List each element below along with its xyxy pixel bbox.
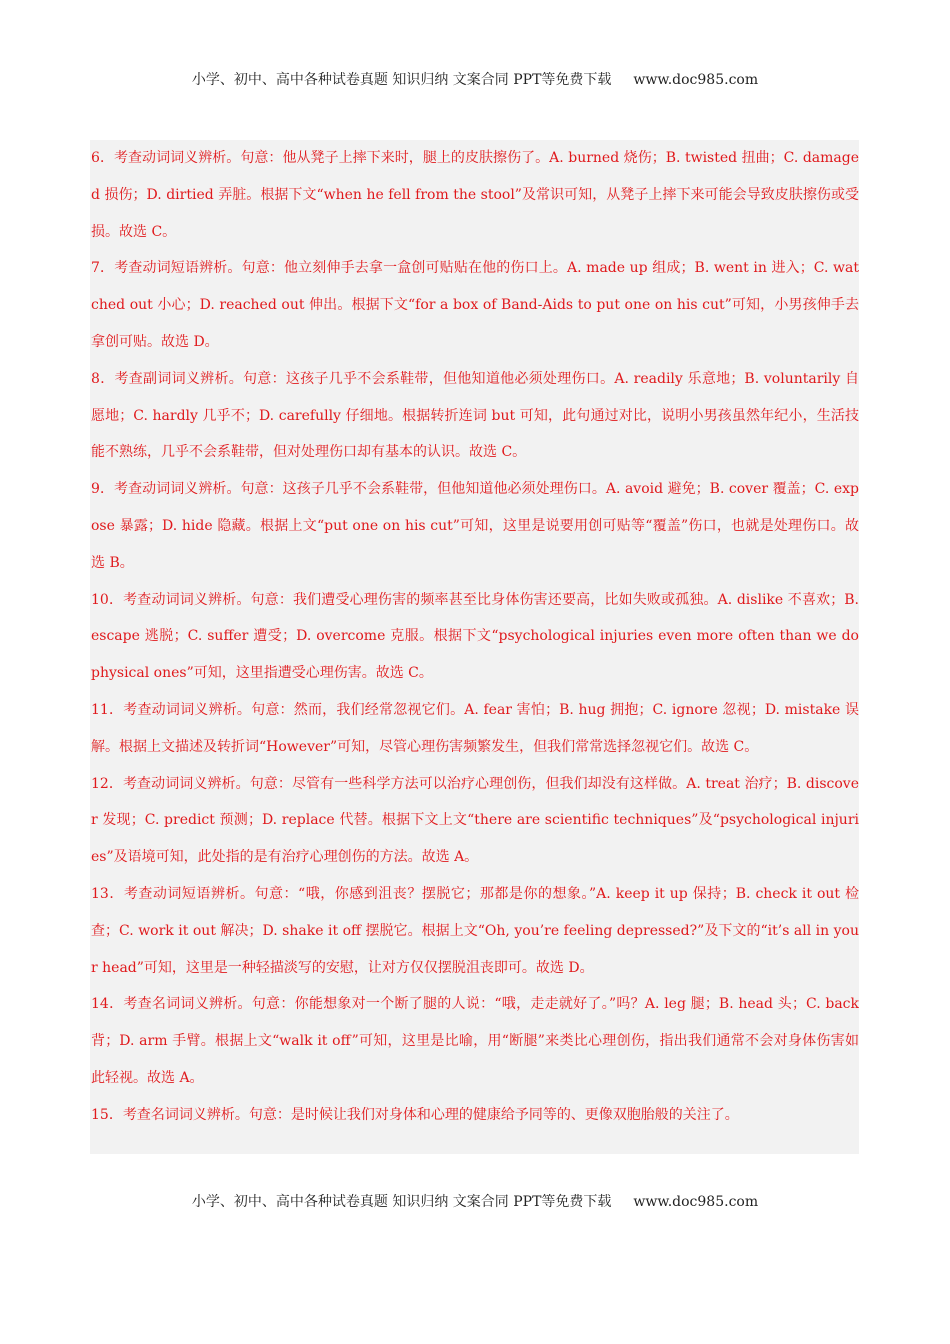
page-footer [0,1191,950,1211]
answer-item-15: 15．考查名词词义辨析。句意：是时候让我们对身体和心理的健康给予同等的、更像双胞胎般的关注了。 [91,1106,739,1123]
answer-item-10: 10．考查动词词义辨析。句意：我们遭受心理伤害的频率甚至比身体伤害还要高，比如失败或孤独。A. dislike 不喜欢；B. escape 逃脱；C. suffer 遭受；D. overcome 克服。根据下文“psychological injuries even more often than we do physical ones”可知，这里指遭受心理伤害。故选 C。 [91,591,859,682]
answer-item-6: 6．考查动词词义辨析。句意：他从凳子上摔下来时，腿上的皮肤擦伤了。A. burned 烧伤；B. twisted 扭曲；C. damaged 损伤；D. dirtied 弄脏。根据下文“when he fell from the stool”及常识可知，从凳子上摔下来可能会导致皮肤擦伤或受损。故选 C。 [91,150,859,240]
header-title: 小学、初中、高中各种试卷真题 知识归纳 文案合同 PPT等免费下载 [191,72,612,88]
answer-item-11: 11．考查动词词义辨析。句意：然而，我们经常忽视它们。A. fear 害怕；B. hug 拥抱；C. ignore 忽视；D. mistake 误解。根据上文描述及转折词“However”可知，尽管心理伤害频繁发生，但我们常常选择忽视它们。故选 C。 [91,701,859,755]
page-header [0,69,950,89]
footer-title: 小学、初中、高中各种试卷真题 知识归纳 文案合同 PPT等免费下载 [191,1194,612,1210]
answer-item-12: 12．考查动词词义辨析。句意：尽管有一些科学方法可以治疗心理创伤，但我们却没有这样做。A. treat 治疗；B. discover 发现；C. predict 预测；D. replace 代替。根据下文上文“there are scientific techniques”及“psychological injuries”及语境可知，此处指的是有治疗心理创伤的方法。故选 A。 [91,775,859,866]
header-url[interactable]: www.doc985.com [633,72,759,88]
answer-item-13: 13．考查动词短语辨析。句意：“哦，你感到沮丧？摆脱它；那都是你的想象。”A. keep it up 保持；B. check it out 检查；C. work it out 解决；D. shake it off 摆脱它。根据上文“Oh, you’re feeling depressed?”及下文的“it’s all in your head”可知，这里是一种轻描淡写的安慰，让对方仅仅摆脱沮丧即可。故选 D。 [91,885,859,976]
answer-item-7: 7．考查动词短语辨析。句意：他立刻伸手去拿一盒创可贴贴在他的伤口上。A. made up 组成；B. went in 进入；C. watched out 小心；D. reached out 伸出。根据下文“for a box of Band-Aids to put one on his cut”可知，小男孩伸手去拿创可贴。故选 D。 [91,260,859,350]
answer-item-14: 14．考查名词词义辨析。句意：你能想象对一个断了腿的人说：“哦，走走就好了。”吗？A. leg 腿；B. head 头；C. back 背；D. arm 手臂。根据上文“walk it off”可知，这里是比喻，用“断腿”来类比心理创伤，指出我们通常不会对身体伤害如此轻视。故选 A。 [91,996,859,1086]
answer-item-8: 8．考查副词词义辨析。句意：这孩子几乎不会系鞋带，但他知道他必须处理伤口。A. readily 乐意地；B. voluntarily 自愿地；C. hardly 几乎不；D. carefully 仔细地。根据转折连词 but 可知，此句通过对比，说明小男孩虽然年纪小，生活技能不熟练，几乎不会系鞋带，但对处理伤口却有基本的认识。故选 C。 [91,370,859,461]
footer-url[interactable]: www.doc985.com [633,1194,759,1210]
answer-item-9: 9．考查动词词义辨析。句意：这孩子几乎不会系鞋带，但他知道他必须处理伤口。A. avoid 避免；B. cover 覆盖；C. expose 暴露；D. hide 隐藏。根据上文“put one on his cut”可知，这里是说要用创可贴等“覆盖”伤口，也就是处理伤口。故选 B。 [91,481,859,571]
answer-explanations [90,140,859,1154]
